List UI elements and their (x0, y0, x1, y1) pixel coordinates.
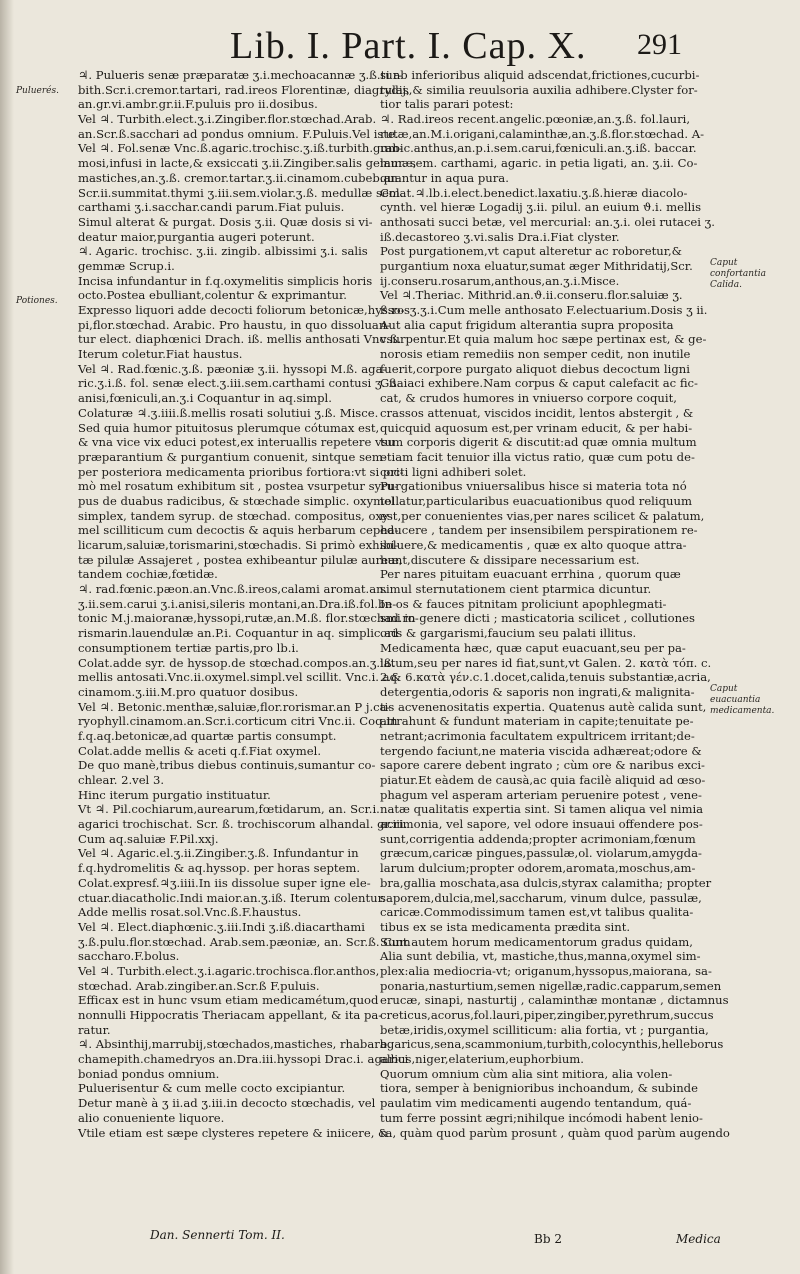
text-line: rutæ,an.M.i.origani,calaminthæ,an.ʒ.ß.flor.stœchad. A- (380, 126, 705, 141)
text-line: larum dulcium;propter odorem,aromata,moschus,am- (380, 861, 696, 876)
text-line: tulas,& similia reuulsoria auxilia adhibere.Clyster for- (380, 82, 698, 97)
text-line: Colat.adde mellis & aceti q.f.Fiat oxymel. (78, 743, 322, 758)
text-line: boniad pondus omnium. (78, 1066, 220, 1081)
text-line: consumptionem tertiæ partis,pro lb.i. (78, 640, 299, 655)
catchword: Medica (676, 1232, 721, 1246)
text-line: Purgationibus vniuersalibus hisce si materia tota nó (380, 479, 687, 494)
text-line: Sunt autem horum medicamentorum gradus quidam, (380, 934, 693, 949)
text-line: mosi,infusi in lacte,& exsiccati ʒ.ii.Zingiber.salis gemmæ, (78, 156, 417, 171)
text-line: rismarin.lauendulæ an.P.i. Coquantur in aq. simplic.ad (78, 626, 399, 641)
text-line: octo.Postea ebulliant,colentur & exprimantur. (78, 288, 347, 303)
text-line: Expresso liquori adde decocti foliorum betonicæ,hysso- (78, 303, 405, 317)
sheet-mark: Bb 2 (534, 1232, 562, 1246)
text-line: Per nares pituitam euacuant errhina , quorum quæ (380, 567, 681, 582)
text-line: f.q.hydromelitis & aq.hyssop. per horas septem. (78, 861, 361, 876)
text-line: plex:alia mediocria-vt; origanum,hyssopus,maiorana, sa- (380, 963, 712, 978)
page-footer (0, 1228, 800, 1258)
text-line: soluere,& medicamentis , quæ ex alto quoque attra- (380, 538, 687, 552)
text-line: est,per conuenientes vias,per nares scilicet & palatum, (380, 508, 705, 523)
text-line: stœchad. Arab.zingiber.an.Scr.ß F.puluis. (78, 978, 320, 993)
text-line: tollatur,particularibus euacuationibus quod reliquum (380, 493, 692, 508)
text-line: Alia sunt debilia, vt, mastiche,thus,manna,oxymel sim- (380, 949, 701, 964)
text-line: tibus ex se ista medicamenta prædita sint. (380, 919, 631, 934)
text-line: smi in genere dicti ; masticatoria scilicet , collutiones (380, 611, 695, 626)
text-line: paulatim vim medicamenti augendo tentandum, quá- (380, 1096, 692, 1111)
text-line: chamepith.chamedryos an.Dra.iii.hyssopi Drac.i. agarici (78, 1052, 409, 1067)
text-line: ric.ʒ.i.ß. fol. senæ elect.ʒ.iii.sem.carthami contusi ʒ. ß. (78, 376, 401, 391)
text-line: tum corporis digerit & discutit:ad quæ omnia multum (380, 435, 697, 450)
text-line: Colat.expresf.♃ʒ.iiii.In iis dissolue super igne ele- (78, 875, 371, 890)
text-line: Vel ♃. Elect.diaphœnic.ʒ.iii.Indi ʒ.iß.diacarthami (78, 919, 365, 934)
text-line: tis acvenenositatis expertia. Quatenus autè calida sunt, (380, 699, 707, 714)
text-line: nonnulli Hippocratis Theriacam appellant, & ita pa- (78, 1008, 383, 1022)
text-line: cat, & crudos humores in vniuerso corpore coquit, (380, 391, 677, 406)
left-text-column (78, 68, 419, 1140)
text-line: anthosati succi betæ, vel mercurial: an.ʒ.i. olei rutacei ʒ. (380, 214, 715, 229)
text-line: cocti ligni adhiberi solet. (380, 464, 527, 479)
text-line: De quo manè,tribus diebus continuis,sumantur co- (78, 758, 376, 773)
running-head: Lib. I. Part. I. Cap. X. (230, 25, 587, 67)
text-line: simplex, tandem syrup. de stœchad. compositus, oxy- (78, 508, 393, 523)
text-line: iß.decastoreo ʒ.vi.salis Dra.i.Fiat clyster. (380, 229, 620, 244)
margin-note-potiones: Potiones. (16, 296, 58, 306)
text-line: simul sternutationem cient ptarmica dicuntur. (380, 582, 652, 597)
text-line: Vel ♃. Turbith.elect.ʒ.i.agaric.trochisca.flor.anthos, (78, 963, 380, 978)
text-line: detergentia,odoris & saporis non ingrati,& malignita- (380, 684, 695, 699)
text-line: phagum vel asperam arteriam peruenire potest , vene- (380, 787, 702, 802)
text-line: Post purgationem,vt caput alteretur ac roboretur,& (380, 244, 682, 259)
text-line: tior talis parari potest: (380, 97, 514, 112)
text-line: ♃. Rad.ireos recent.angelic.pœoniæ,an.ʒ.ß. fol.lauri, (380, 112, 691, 127)
text-line: Simul alterat & purgat. Dosis ʒ.ii. Quæ dosis si vi- (78, 214, 373, 229)
text-line: caricæ.Commodissimum tamen est,vt talibus qualita- (380, 905, 694, 920)
text-line: an.Scr.ß.sacchari ad pondus omnium. F.Puluis.Vel iste. (78, 126, 399, 141)
text-line: ponaria,nasturtium,semen nigellæ,radic.capparum,semen (380, 978, 722, 993)
text-line: deatur maior,purgantia augeri poterunt. (78, 229, 315, 244)
text-line: sunt,corrigentia addenda;propter acrimoniam,fœnum (380, 831, 696, 846)
text-line: Detur manè à ʒ ii.ad ʒ.iii.in decocto stœchadis, vel (78, 1096, 376, 1111)
text-line: tandem cochiæ,fœtidæ. (78, 567, 218, 582)
text-line: alio conueniente liquore. (78, 1110, 225, 1125)
text-line: Colat.♃.lb.i.elect.benedict.laxatiu.ʒ.ß.hieræ diacolo- (380, 185, 688, 200)
text-line: cinamom.ʒ.iii.M.pro quatuor dosibus. (78, 684, 299, 699)
text-line: ra, quàm quod parùm prosunt , quàm quod parùm augendo (380, 1125, 730, 1140)
text-line: tum ferre possint ægri;nihilque incómodi habent lenio- (380, 1110, 703, 1125)
text-line: ratur. (78, 1022, 111, 1037)
text-line: ♃. Absinthij,marrubij,stœchados,mastiches, rhabarb. (78, 1037, 391, 1052)
text-line: quicquid aquosum est,per vrinam educit, & per habi- (380, 420, 693, 435)
text-line: mastiches,an.ʒ.ß. cremor.tartar.ʒ.ii.cinamom.cubeb.an. (78, 170, 402, 185)
text-line: pi,flor.stœchad. Arabic. Pro haustu, in quo dissoluan- (78, 317, 391, 332)
text-line: licarum,saluiæ,torismarini,stœchadis. Si primò exhibi- (78, 538, 399, 552)
text-line: attrahunt & fundunt materiam in capite;tenuitate pe- (380, 714, 694, 729)
text-line: græcum,caricæ pingues,passulæ,ol. violarum,amygda- (380, 846, 702, 861)
text-line: Hinc iterum purgatio instituatur. (78, 787, 271, 802)
text-line: tonic M.j.maioranæ,hyssopi,rutæ,an.M.ß. flor.stœchad.ro- (78, 611, 419, 626)
text-line: Vel ♃. Fol.senæ Vnc.ß.agaric.trochisc.ʒ.iß.turbith.gum- (78, 141, 403, 156)
text-line: ʒ.ii.sem.carui ʒ.i.anisi,sileris montani,an.Dra.iß.fol.be- (78, 596, 397, 611)
text-line: Quorum omnium cùm alia sint mitiora, alia volen- (380, 1066, 673, 1081)
text-line: Vel ♃.Theriac. Mithrid.an.ϑ.ii.conseru.flor.saluiæ ʒ. (380, 288, 683, 303)
text-line: Iterum coletur.Fiat haustus. (78, 347, 243, 362)
text-line: Adde mellis rosat.sol.Vnc.ß.F.haustus. (78, 905, 302, 920)
text-line: vsurpentur.Et quia malum hoc sæpe pertinax est, & ge- (380, 332, 707, 347)
text-line: cynth. vel hieræ Logadij ʒ.ii. pilul. an euium ϑ.i. mellis (380, 200, 702, 215)
text-line: creticus,acorus,fol.lauri,piper,zingiber,pyrethrum,succus (380, 1008, 714, 1022)
text-line: gemmæ Scrup.i. (78, 258, 175, 273)
text-line: anisi,fœniculi,an.ʒ.i Coquantur in aq.simpl. (78, 391, 332, 406)
text-line: Vt ♃. Pil.cochiarum,aurearum,fœtidarum, an. Scr.i. (78, 802, 380, 817)
text-line: sapore carere debent ingrato ; cùm ore & naribus exci- (380, 758, 705, 773)
text-line: latum,seu per nares id fiat,sunt,vt Galen. 2. κατὰ τόπ. c. (380, 655, 712, 670)
text-line: tur elect. diaphœnici Drach. iß. mellis anthosati Vnc.ß. (78, 332, 402, 347)
text-line: agaricus,sena,scammonium,turbith,colocynthis,helleborus (380, 1037, 724, 1052)
text-line: Vel ♃. Betonic.menthæ,saluiæ,flor.rorismar.an P j.ca- (78, 699, 391, 714)
text-line: hunt,discutere & dissipare necessarium est. (380, 552, 640, 567)
text-line: bith.Scr.i.cremor.tartari, rad.ireos Florentinæ, diagrydij, (78, 82, 410, 97)
margin-note-caput-confortantia: Caput confortantia Calida. (710, 258, 766, 290)
text-line: Vtile etiam est sæpe clysteres repetere & iniicere, & (78, 1125, 389, 1140)
text-line: bra,gallia moschata,asa dulcis,styrax calamitha; propter (380, 875, 712, 890)
text-line: si ab inferioribus aliquid adscendat,frictiones,cucurbi- (380, 68, 700, 82)
text-line: Scr.ii.summitat.thymi ʒ.iii.sem.violar.ʒ.ß. medullæ sem. (78, 185, 404, 200)
text-line: In os & fauces pitnitam proliciunt apophlegmati- (380, 596, 667, 611)
text-line: quantur in aqua pura. (380, 170, 509, 185)
text-line: netrant;acrimonia facultatem expultricem irritant;de- (380, 728, 695, 743)
text-line: albus,niger,elaterium,euphorbium. (380, 1052, 584, 1067)
text-line: ij.conseru.rosarum,anthous,an.ʒ.i.Misce. (380, 273, 620, 288)
text-line: Cum aq.saluiæ F.Pil.xxj. (78, 831, 219, 846)
margin-note-caput-euacuantia: Caput euacuantia medicamenta. (710, 684, 775, 716)
signature-line: Dan. Sennerti Tom. II. (150, 1228, 285, 1242)
text-line: ryophyll.cinamom.an.Scr.i.corticum citri Vnc.ii. Coq.in (78, 714, 398, 729)
text-line: Puluerisentur & cum melle cocto excipiantur. (78, 1081, 346, 1096)
text-line: norosis etiam remediis non semper cedit, non inutile (380, 347, 691, 362)
text-line: acrimonia, vel sapore, vel odore insuaui offendere pos- (380, 817, 703, 832)
text-line: præparantium & purgantium conuenit, sintque sem- (78, 449, 387, 464)
text-line: Sed quia humor pituitosus plerumque cótumax est, (78, 420, 380, 435)
text-line: Efficax est in hunc vsum etiam medicamétum,quod (78, 993, 379, 1008)
text-line: ʒ.ß.pulu.flor.stœchad. Arab.sem.pæoniæ, an. Scr.ß. Cum (78, 934, 411, 949)
text-line: educere , tandem per insensibilem perspirationem re- (380, 523, 698, 538)
text-line: tiora, semper à benignioribus inchoandum, & subinde (380, 1081, 698, 1096)
text-line: Incisa infundantur in f.q.oxymelitis simplicis horis (78, 273, 373, 288)
text-line: tergendo faciunt,ne materia viscida adhæreat;odore & (380, 743, 702, 758)
text-line: pus de duabus radicibus, & stœchade simplic. oxymel (78, 493, 395, 508)
text-line: per posteriora medicamenta prioribus fortiora:vt si pri- (78, 464, 404, 479)
text-line: Vel ♃. Turbith.elect.ʒ.i.Zingiber.flor.stœchad.Arab. (78, 112, 377, 127)
text-line: betæ,iridis,oxymel scilliticum: alia fortia, vt ; purgantia, (380, 1022, 709, 1037)
text-line: Medicamenta hæc, quæ caput euacuant,seu per pa- (380, 640, 686, 655)
text-line: ctuar.diacatholic.Indi maior.an.ʒ.iß. Iterum colentur. (78, 890, 386, 905)
right-text-column (380, 68, 730, 1140)
text-line: laur. sem. carthami, agaric. in petia ligati, an. ʒ.ii. Co- (380, 156, 698, 171)
text-line: chlear. 2.vel 3. (78, 773, 165, 787)
text-line: Colat.adde syr. de hyssop.de stœchad.compos.an.ʒ.iß. (78, 655, 396, 670)
text-line: purgantium noxa eluatur,sumat æger Mithridatij,Scr. (380, 258, 693, 273)
text-line: tæ pilulæ Assajeret , postea exhibeantur pilulæ aureæ, (78, 552, 403, 567)
text-line: ♃. Pulueris senæ præparatæ ʒ.i.mechoacannæ ʒ.ß.tur- (78, 68, 403, 82)
text-line: an.gr.vi.ambr.gr.ii.F.puluis pro ii.dosibus. (78, 97, 318, 112)
page-number: 291 (637, 28, 682, 61)
text-line: f.q.aq.betonicæ,ad quartæ partis consumpt. (78, 728, 337, 743)
text-line: erucæ, sinapi, nasturtij , calaminthæ montanæ , dictamnus (380, 993, 729, 1008)
text-line: mò mel rosatum exhibitum sit , postea vsurpetur syru- (78, 479, 399, 494)
binding-shadow (0, 0, 14, 1274)
text-line: fuerit,corpore purgato aliquot diebus decoctum ligni (380, 361, 690, 376)
text-line: ß.rosʒ.ʒ.i.Cum melle anthosato F.electuarium.Dosis ʒ ii. (380, 303, 708, 317)
text-line: etiam facit tenuior illa victus ratio, quæ cum potu de- (380, 449, 695, 464)
text-line: saccharo.F.bolus. (78, 949, 180, 964)
text-line: piatur.Et eàdem de causà,ac quia facilè aliquid ad œso- (380, 773, 706, 787)
text-line: ♃. rad.fœnic.pæon.an.Vnc.ß.ireos,calami aromat.an. (78, 582, 388, 597)
text-line: 2.& 6.κατὰ γέν.c.1.docet,calida,tenuis substantiæ,acria, (380, 670, 711, 685)
text-line: rabic.anthus,an.p.i.sem.carui,fœniculi.an.ʒ.iß. baccar. (380, 141, 697, 156)
text-line: ♃. Agaric. trochisc. ʒ.ii. zingib. albissimi ʒ.i. salis (78, 244, 368, 259)
text-line: & vna vice vix educi potest,ex interuallis repetere vsu (78, 435, 395, 450)
text-line: Vel ♃. Rad.fœnic.ʒ.ß. pæoniæ ʒ.ii. hyssopi M.ß. aga- (78, 361, 387, 376)
text-line: carthami ʒ.i.sacchar.candi parum.Fiat puluis. (78, 200, 345, 215)
text-line: agarici trochischat. Scr. ß. trochiscorum alhandal. gr.iii. (78, 817, 408, 832)
text-line: Vel ♃. Agaric.el.ʒ.ii.Zingiber.ʒ.ß. Infundantur in (78, 846, 359, 861)
text-line: Colaturæ ♃.ʒ.iiii.ß.mellis rosati solutiui ʒ.ß. Misce. (78, 405, 379, 420)
text-line: mellis antosati.Vnc.ii.oxymel.simpl.vel scillit. Vnc.i. aq. (78, 670, 401, 685)
text-line: crassos attenuat, viscidos incidit, lentos abstergit , & (380, 405, 694, 420)
text-line: natæ qualitatis expertia sint. Si tamen aliqua vel nimia (380, 802, 704, 817)
text-line: saporem,dulcia,mel,saccharum, vinum dulce, passulæ, (380, 890, 702, 905)
text-line: mel scilliticum cum decoctis & aquis herbarum cepha- (78, 523, 399, 538)
text-line: oris & gargarismi,faucium seu palati illitus. (380, 626, 637, 641)
text-line: Guaiaci exhibere.Nam corpus & caput calefacit ac fic- (380, 376, 698, 391)
text-line: Aut alia caput frigidum alterantia supra proposita (380, 317, 674, 332)
margin-note-pulueres: Puluerés. (16, 86, 59, 96)
